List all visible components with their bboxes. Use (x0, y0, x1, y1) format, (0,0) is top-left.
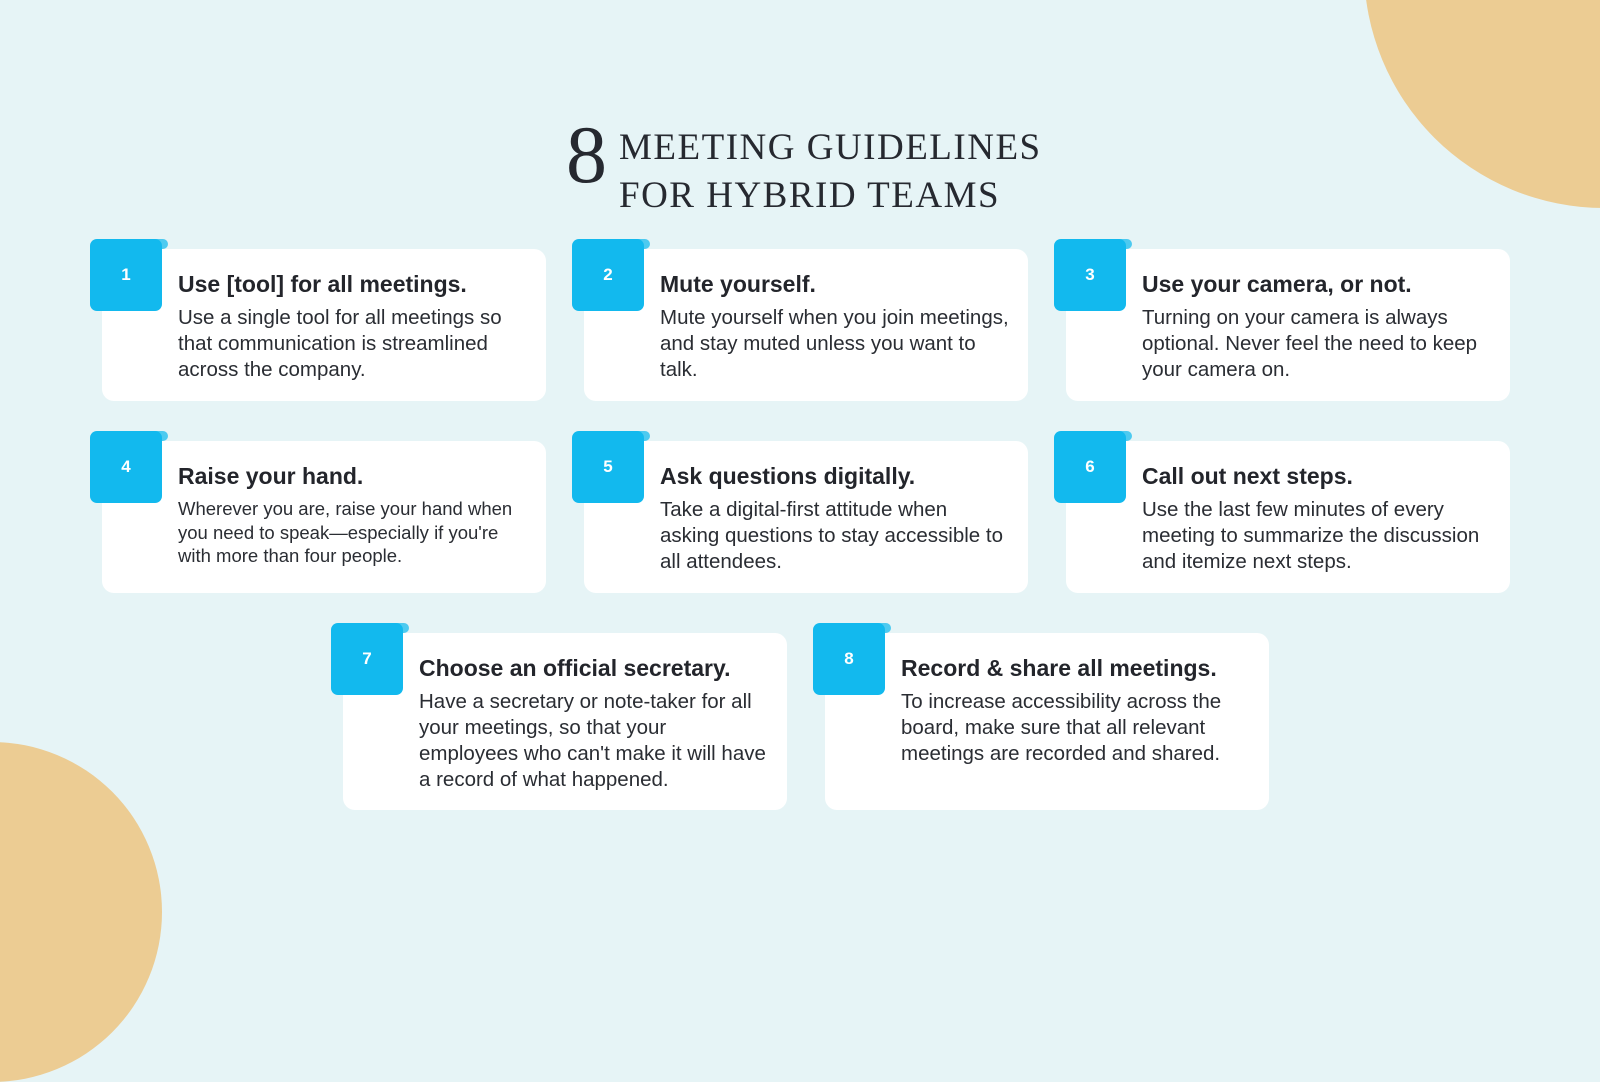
guideline-body: Turning on your camera is always optional. Never feel the need to keep your camera on. (1142, 306, 1478, 381)
guideline-card-5 (584, 441, 1028, 593)
decorative-circle-bottom-left (0, 742, 162, 1082)
guideline-body: Use a single tool for all meetings so that communication is streamlined across the company. (178, 306, 502, 381)
title-line-1: MEETING GUIDELINES (619, 127, 1042, 168)
title-line-2: FOR HYBRID TEAMS (619, 175, 1001, 216)
guideline-heading: Record & share all meetings. (901, 655, 1217, 681)
guideline-card-4 (102, 441, 546, 593)
guideline-body: Use the last few minutes of every meeting to summarize the discussion and itemize next steps. (1142, 498, 1480, 573)
guideline-heading: Raise your hand. (178, 463, 364, 489)
guideline-heading: Use [tool] for all meetings. (178, 271, 467, 297)
guideline-card-2 (584, 249, 1028, 401)
guideline-heading: Use your camera, or not. (1142, 271, 1412, 297)
decorative-circle-top-right (1364, 0, 1600, 208)
guideline-card-3 (1066, 249, 1510, 401)
guideline-body: Wherever you are, raise your hand when you need to speak—especially if you're with more than four people. (178, 498, 513, 566)
guideline-body: Take a digital-first attitude when asking questions to stay accessible to all attendees. (660, 498, 1003, 573)
guideline-card-6 (1066, 441, 1510, 593)
guideline-body: To increase accessibility across the board, make sure that all relevant meetings are recorded and shared. (901, 690, 1222, 765)
page-title (566, 109, 1042, 222)
guideline-heading: Ask questions digitally. (660, 463, 916, 489)
guideline-card-1 (102, 249, 546, 401)
guideline-number-badge: 3 (1054, 239, 1126, 311)
guideline-card-7 (343, 633, 787, 810)
guideline-heading: Choose an official secretary. (419, 655, 731, 681)
guideline-number-badge: 5 (572, 431, 644, 503)
guideline-card-8 (825, 633, 1269, 810)
guideline-number-badge: 7 (331, 623, 403, 695)
guideline-heading: Call out next steps. (1142, 463, 1353, 489)
guideline-number-badge: 4 (90, 431, 162, 503)
guideline-number-badge: 1 (90, 239, 162, 311)
guideline-number-badge: 6 (1054, 431, 1126, 503)
guideline-number-badge: 2 (572, 239, 644, 311)
guideline-number-badge: 8 (813, 623, 885, 695)
guideline-body: Mute yourself when you join meetings, and stay muted unless you want to talk. (660, 306, 1009, 381)
guideline-body: Have a secretary or note-taker for all your meetings, so that your employees who can't make it will have a record of what happened. (419, 690, 766, 791)
title-number: 8 (566, 109, 607, 200)
guideline-heading: Mute yourself. (660, 271, 816, 297)
